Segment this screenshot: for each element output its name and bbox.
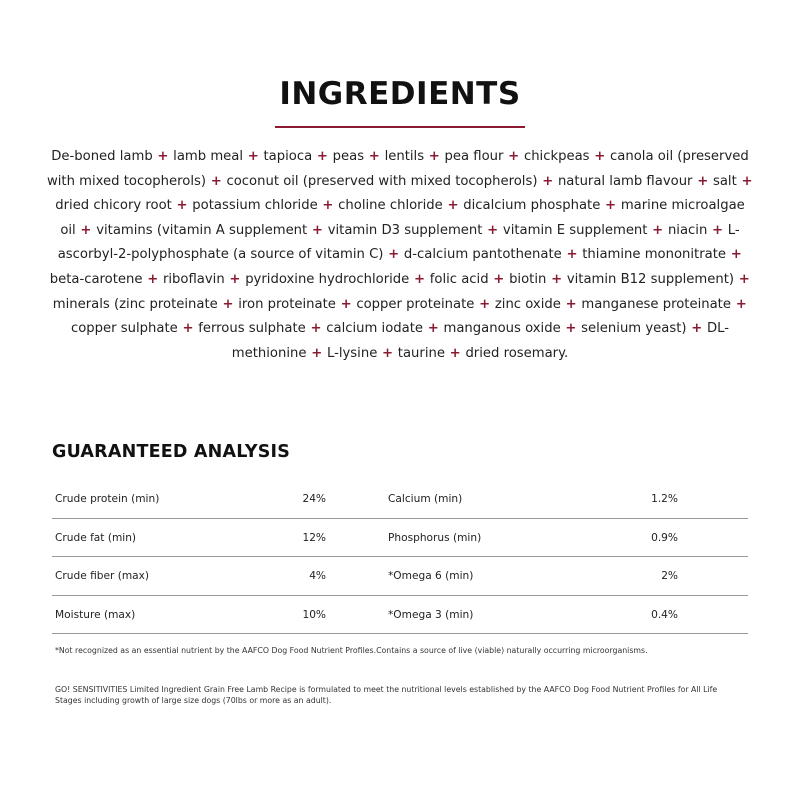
ingredient-item: lentils [384, 149, 425, 164]
ingredient-item: coconut oil (preserved with mixed tocopherols) [226, 173, 538, 189]
ingredient-item: d-calcium pantothenate [403, 247, 562, 263]
plus-separator: + [210, 173, 222, 189]
plus-separator: + [691, 321, 703, 337]
plus-separator: + [605, 198, 617, 214]
ingredients-title: INGREDIENTS [279, 76, 521, 112]
plus-separator: + [80, 222, 92, 238]
nutrient-value: 2% [661, 570, 678, 582]
plus-separator: + [652, 222, 664, 238]
nutrient-value: 24% [302, 493, 326, 505]
plus-separator: + [427, 321, 439, 337]
plus-separator: + [551, 271, 563, 287]
ingredient-item: pyridoxine hydrochloride [245, 271, 410, 287]
ingredient-item: beta-carotene [49, 271, 143, 287]
ingredient-item: copper proteinate [356, 296, 475, 312]
ingredient-item: manganous oxide [443, 321, 561, 337]
ingredient-item: folic acid [429, 271, 489, 287]
table-row [52, 519, 748, 558]
nutrient-value: 12% [302, 531, 326, 544]
plus-separator: + [229, 271, 241, 287]
ingredient-item: riboflavin [162, 271, 225, 287]
title-underline [275, 126, 525, 128]
nutrient-value: 0.4% [651, 608, 678, 621]
ingredient-item: dried rosemary. [465, 345, 569, 361]
ingredient-item: chickpeas [523, 149, 590, 164]
ingredient-item: L-ascorbyl-2-polyphosphate (a source of vitamin C) [57, 222, 740, 263]
plus-separator: + [565, 321, 577, 337]
table-row [52, 557, 748, 596]
plus-separator: + [542, 173, 554, 189]
nutrient-name: Crude fiber (max) [55, 570, 150, 582]
nutrient-value: 0.9% [651, 531, 678, 544]
nutrient-value: 10% [302, 608, 326, 621]
guaranteed-analysis-table [52, 480, 748, 634]
nutrient-name: *Omega 6 (min) [388, 570, 474, 582]
plus-separator: + [712, 222, 724, 238]
plus-separator: + [697, 173, 709, 189]
plus-separator: + [447, 198, 459, 214]
plus-separator: + [311, 345, 323, 361]
ingredient-item: niacin [667, 222, 708, 238]
plus-separator: + [340, 296, 352, 312]
ingredient-item: copper sulphate [70, 321, 178, 337]
plus-separator: + [176, 198, 188, 214]
plus-separator: + [508, 149, 520, 164]
plus-separator: + [479, 296, 491, 312]
ingredient-item: De-boned lamb [51, 149, 153, 164]
ingredient-item: dried chicory root [55, 198, 172, 214]
ingredient-item: thiamine mononitrate [582, 247, 727, 263]
ingredient-item: vitamin B12 supplement) [566, 271, 735, 287]
plus-separator: + [413, 271, 426, 287]
ingredient-item: iron proteinate [238, 296, 336, 312]
plus-separator: + [316, 149, 328, 164]
ingredient-item: vitamin E supplement [502, 222, 648, 238]
ingredient-item: ferrous sulphate [198, 321, 306, 337]
footnote: *Not recognized as an essential nutrient by the AAFCO Dog Food Nutrient Profiles.Contains a source of live (viable) naturally occurring microorganisms. [55, 646, 648, 655]
plus-separator: + [730, 247, 742, 263]
nutrient-name: Phosphorus (min) [388, 531, 482, 544]
ingredient-item: calcium iodate [326, 321, 424, 337]
plus-separator: + [222, 296, 234, 312]
nutrient-name: Calcium (min) [388, 493, 463, 505]
ingredient-item: vitamin D3 supplement [327, 222, 483, 238]
plus-separator: + [594, 149, 606, 164]
ingredient-item: taurine [397, 345, 445, 361]
ingredient-item: canola oil (preserved with mixed tocopherols) [46, 149, 749, 189]
plus-separator: + [738, 271, 750, 287]
nutrient-value: 4% [309, 570, 326, 582]
ingredients-list [46, 145, 754, 366]
nutrient-value: 1.2% [651, 493, 678, 505]
plus-separator: + [388, 247, 400, 263]
nutrient-name: Moisture (max) [55, 608, 136, 621]
plus-separator: + [147, 271, 159, 287]
ingredient-item: dicalcium phosphate [463, 198, 601, 214]
plus-separator: + [368, 149, 380, 164]
ingredient-item: manganese proteinate [581, 296, 731, 312]
plus-separator: + [428, 149, 440, 164]
ingredient-item: tapioca [263, 149, 313, 164]
ingredient-item: minerals (zinc proteinate [52, 296, 218, 312]
plus-separator: + [157, 149, 169, 164]
guaranteed-analysis-title: GUARANTEED ANALYSIS [52, 442, 291, 462]
ingredient-item: DL-methionine [231, 321, 730, 361]
plus-separator: + [735, 296, 747, 312]
ingredient-item: selenium yeast) [581, 321, 687, 337]
ingredient-item: potassium chloride [192, 198, 318, 214]
ingredient-item: lamb meal [173, 149, 244, 164]
plus-separator: + [182, 321, 194, 337]
plus-separator: + [311, 222, 323, 238]
plus-separator: + [310, 321, 322, 337]
nutrient-name: Crude protein (min) [55, 493, 160, 505]
plus-separator: + [382, 345, 394, 361]
ingredient-item: pea flour [444, 149, 504, 164]
plus-separator: + [741, 173, 753, 189]
plus-separator: + [487, 222, 499, 238]
plus-separator: + [322, 198, 334, 214]
nutrient-name: Crude fat (min) [55, 531, 137, 544]
plus-separator: + [493, 271, 505, 287]
ingredient-item: peas [332, 149, 365, 164]
plus-separator: + [247, 149, 259, 164]
ingredient-item: zinc oxide [494, 296, 561, 312]
nutrient-name: *Omega 3 (min) [388, 608, 474, 621]
ingredient-item: L-lysine [326, 345, 378, 361]
plus-separator: + [449, 345, 461, 361]
ingredient-item: marine microalgae oil [60, 198, 745, 238]
ingredient-item: natural lamb flavour [557, 173, 693, 189]
table-row [52, 480, 748, 519]
ingredient-item: salt [712, 173, 737, 189]
plus-separator: + [566, 247, 578, 263]
ingredient-item: vitamins (vitamin A supplement [96, 222, 308, 238]
ingredient-item: choline chloride [338, 198, 443, 214]
ingredient-item: biotin [509, 271, 547, 287]
table-row [52, 596, 748, 635]
aafco-statement: GO! SENSITIVITIES Limited Ingredient Grain Free Lamb Recipe is formulated to meet the nutritional levels established by the AAFCO Dog Food Nutrient Profiles for All Life Stages including growth of large size dogs (70lbs or more as an adult). [55, 685, 718, 705]
plus-separator: + [565, 296, 577, 312]
